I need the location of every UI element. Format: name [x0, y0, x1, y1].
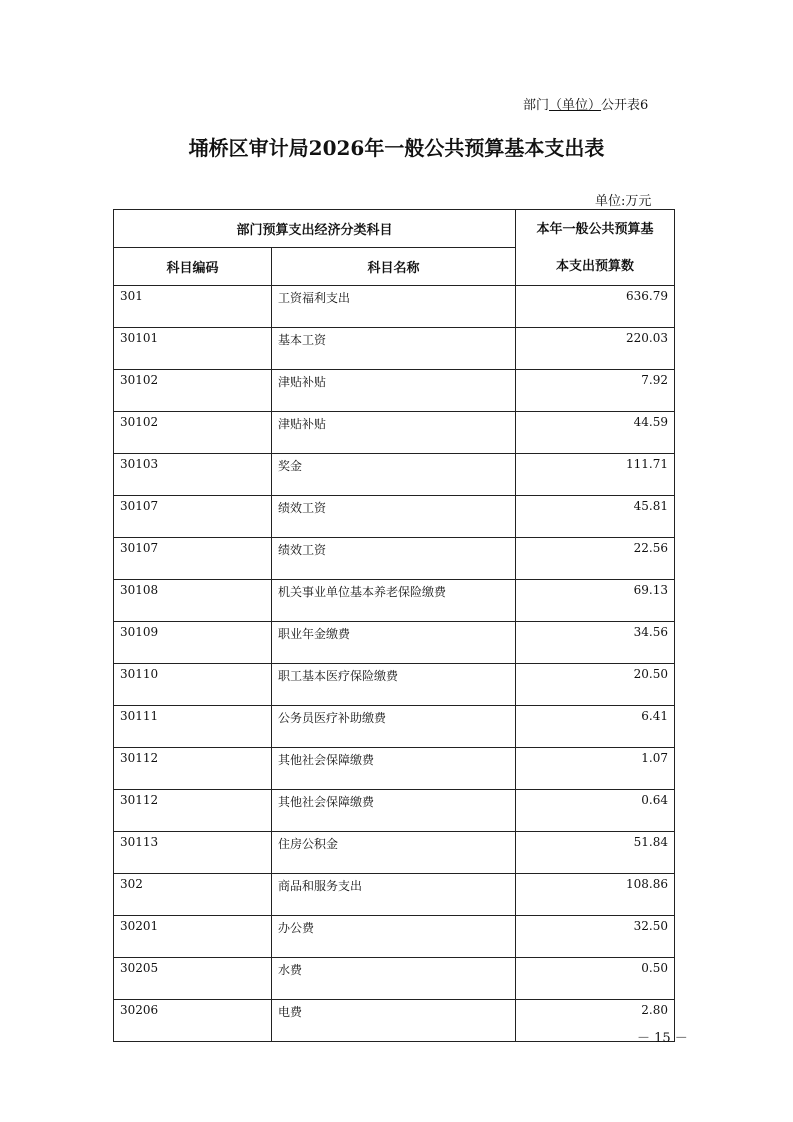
table-row — [114, 496, 675, 538]
amount-header-line1: 本年一般公共预算基 — [536, 221, 654, 237]
row-name-cell: 绩效工资 — [272, 538, 516, 580]
row-name-cell: 津贴补贴 — [272, 370, 516, 412]
row-name-cell: 其他社会保障缴费 — [272, 748, 516, 790]
table-row — [114, 664, 675, 706]
row-amount-cell: 32.50 — [516, 916, 675, 958]
table-body — [114, 286, 675, 1042]
row-name-cell: 工资福利支出 — [272, 286, 516, 328]
unit-label: 单位:万元 — [595, 194, 652, 209]
row-amount-cell: 45.81 — [516, 496, 675, 538]
corner-unit-underlined: （单位） — [549, 98, 602, 113]
row-name-cell: 职业年金缴费 — [272, 622, 516, 664]
row-code-cell: 301 — [114, 286, 272, 328]
row-code-cell: 30102 — [114, 412, 272, 454]
row-code-cell: 30206 — [114, 1000, 272, 1042]
row-name-cell: 公务员医疗补助缴费 — [272, 706, 516, 748]
name-column-header: 科目名称 — [272, 248, 516, 286]
row-code-cell: 30102 — [114, 370, 272, 412]
page-number: － 15 － — [637, 1031, 688, 1046]
corner-prefix: 部门 — [523, 98, 550, 113]
table-row — [114, 454, 675, 496]
table-row — [114, 706, 675, 748]
row-amount-cell: 6.41 — [516, 706, 675, 748]
row-amount-cell: 34.56 — [516, 622, 675, 664]
budget-table — [113, 209, 675, 1042]
row-code-cell: 30107 — [114, 496, 272, 538]
table-row — [114, 538, 675, 580]
row-amount-cell: 111.71 — [516, 454, 675, 496]
row-name-cell: 电费 — [272, 1000, 516, 1042]
row-name-cell: 基本工资 — [272, 328, 516, 370]
table-row — [114, 832, 675, 874]
economic-category-header: 部门预算支出经济分类科目 — [114, 210, 516, 248]
row-code-cell: 30103 — [114, 454, 272, 496]
table-row — [114, 622, 675, 664]
table-row — [114, 370, 675, 412]
row-amount-cell: 1.07 — [516, 748, 675, 790]
row-code-cell: 30201 — [114, 916, 272, 958]
row-code-cell: 30109 — [114, 622, 272, 664]
table-row — [114, 580, 675, 622]
table-row — [114, 286, 675, 328]
row-name-cell: 奖金 — [272, 454, 516, 496]
table-row — [114, 412, 675, 454]
row-name-cell: 其他社会保障缴费 — [272, 790, 516, 832]
row-code-cell: 30101 — [114, 328, 272, 370]
row-code-cell: 30111 — [114, 706, 272, 748]
row-name-cell: 办公费 — [272, 916, 516, 958]
row-name-cell: 绩效工资 — [272, 496, 516, 538]
table-header — [114, 210, 675, 286]
table-row — [114, 874, 675, 916]
row-name-cell: 商品和服务支出 — [272, 874, 516, 916]
row-amount-cell: 69.13 — [516, 580, 675, 622]
table-row — [114, 748, 675, 790]
row-amount-cell: 51.84 — [516, 832, 675, 874]
row-amount-cell: 220.03 — [516, 328, 675, 370]
row-code-cell: 30107 — [114, 538, 272, 580]
table-row — [114, 958, 675, 1000]
row-amount-cell: 0.64 — [516, 790, 675, 832]
row-code-cell: 30205 — [114, 958, 272, 1000]
amount-header-line2: 本支出预算数 — [556, 258, 635, 274]
row-amount-cell: 2.80 — [516, 1000, 675, 1042]
code-column-header: 科目编码 — [114, 248, 272, 286]
row-amount-cell: 108.86 — [516, 874, 675, 916]
row-name-cell: 津贴补贴 — [272, 412, 516, 454]
row-code-cell: 30112 — [114, 748, 272, 790]
row-name-cell: 职工基本医疗保险缴费 — [272, 664, 516, 706]
document-title: 埇桥区审计局2026年一般公共预算基本支出表 — [188, 136, 605, 160]
corner-suffix: 公开表6 — [601, 98, 649, 113]
row-code-cell: 302 — [114, 874, 272, 916]
row-name-cell: 机关事业单位基本养老保险缴费 — [272, 580, 516, 622]
row-name-cell: 水费 — [272, 958, 516, 1000]
row-amount-cell: 7.92 — [516, 370, 675, 412]
table-row — [114, 790, 675, 832]
row-amount-cell: 20.50 — [516, 664, 675, 706]
row-code-cell: 30113 — [114, 832, 272, 874]
row-name-cell: 住房公积金 — [272, 832, 516, 874]
row-code-cell: 30108 — [114, 580, 272, 622]
table-row — [114, 328, 675, 370]
row-amount-cell: 636.79 — [516, 286, 675, 328]
row-code-cell: 30110 — [114, 664, 272, 706]
amount-header — [516, 210, 675, 286]
row-amount-cell: 22.56 — [516, 538, 675, 580]
table-row — [114, 1000, 675, 1042]
row-amount-cell: 44.59 — [516, 412, 675, 454]
table-row — [114, 916, 675, 958]
row-amount-cell: 0.50 — [516, 958, 675, 1000]
row-code-cell: 30112 — [114, 790, 272, 832]
table-number-label — [523, 94, 648, 113]
